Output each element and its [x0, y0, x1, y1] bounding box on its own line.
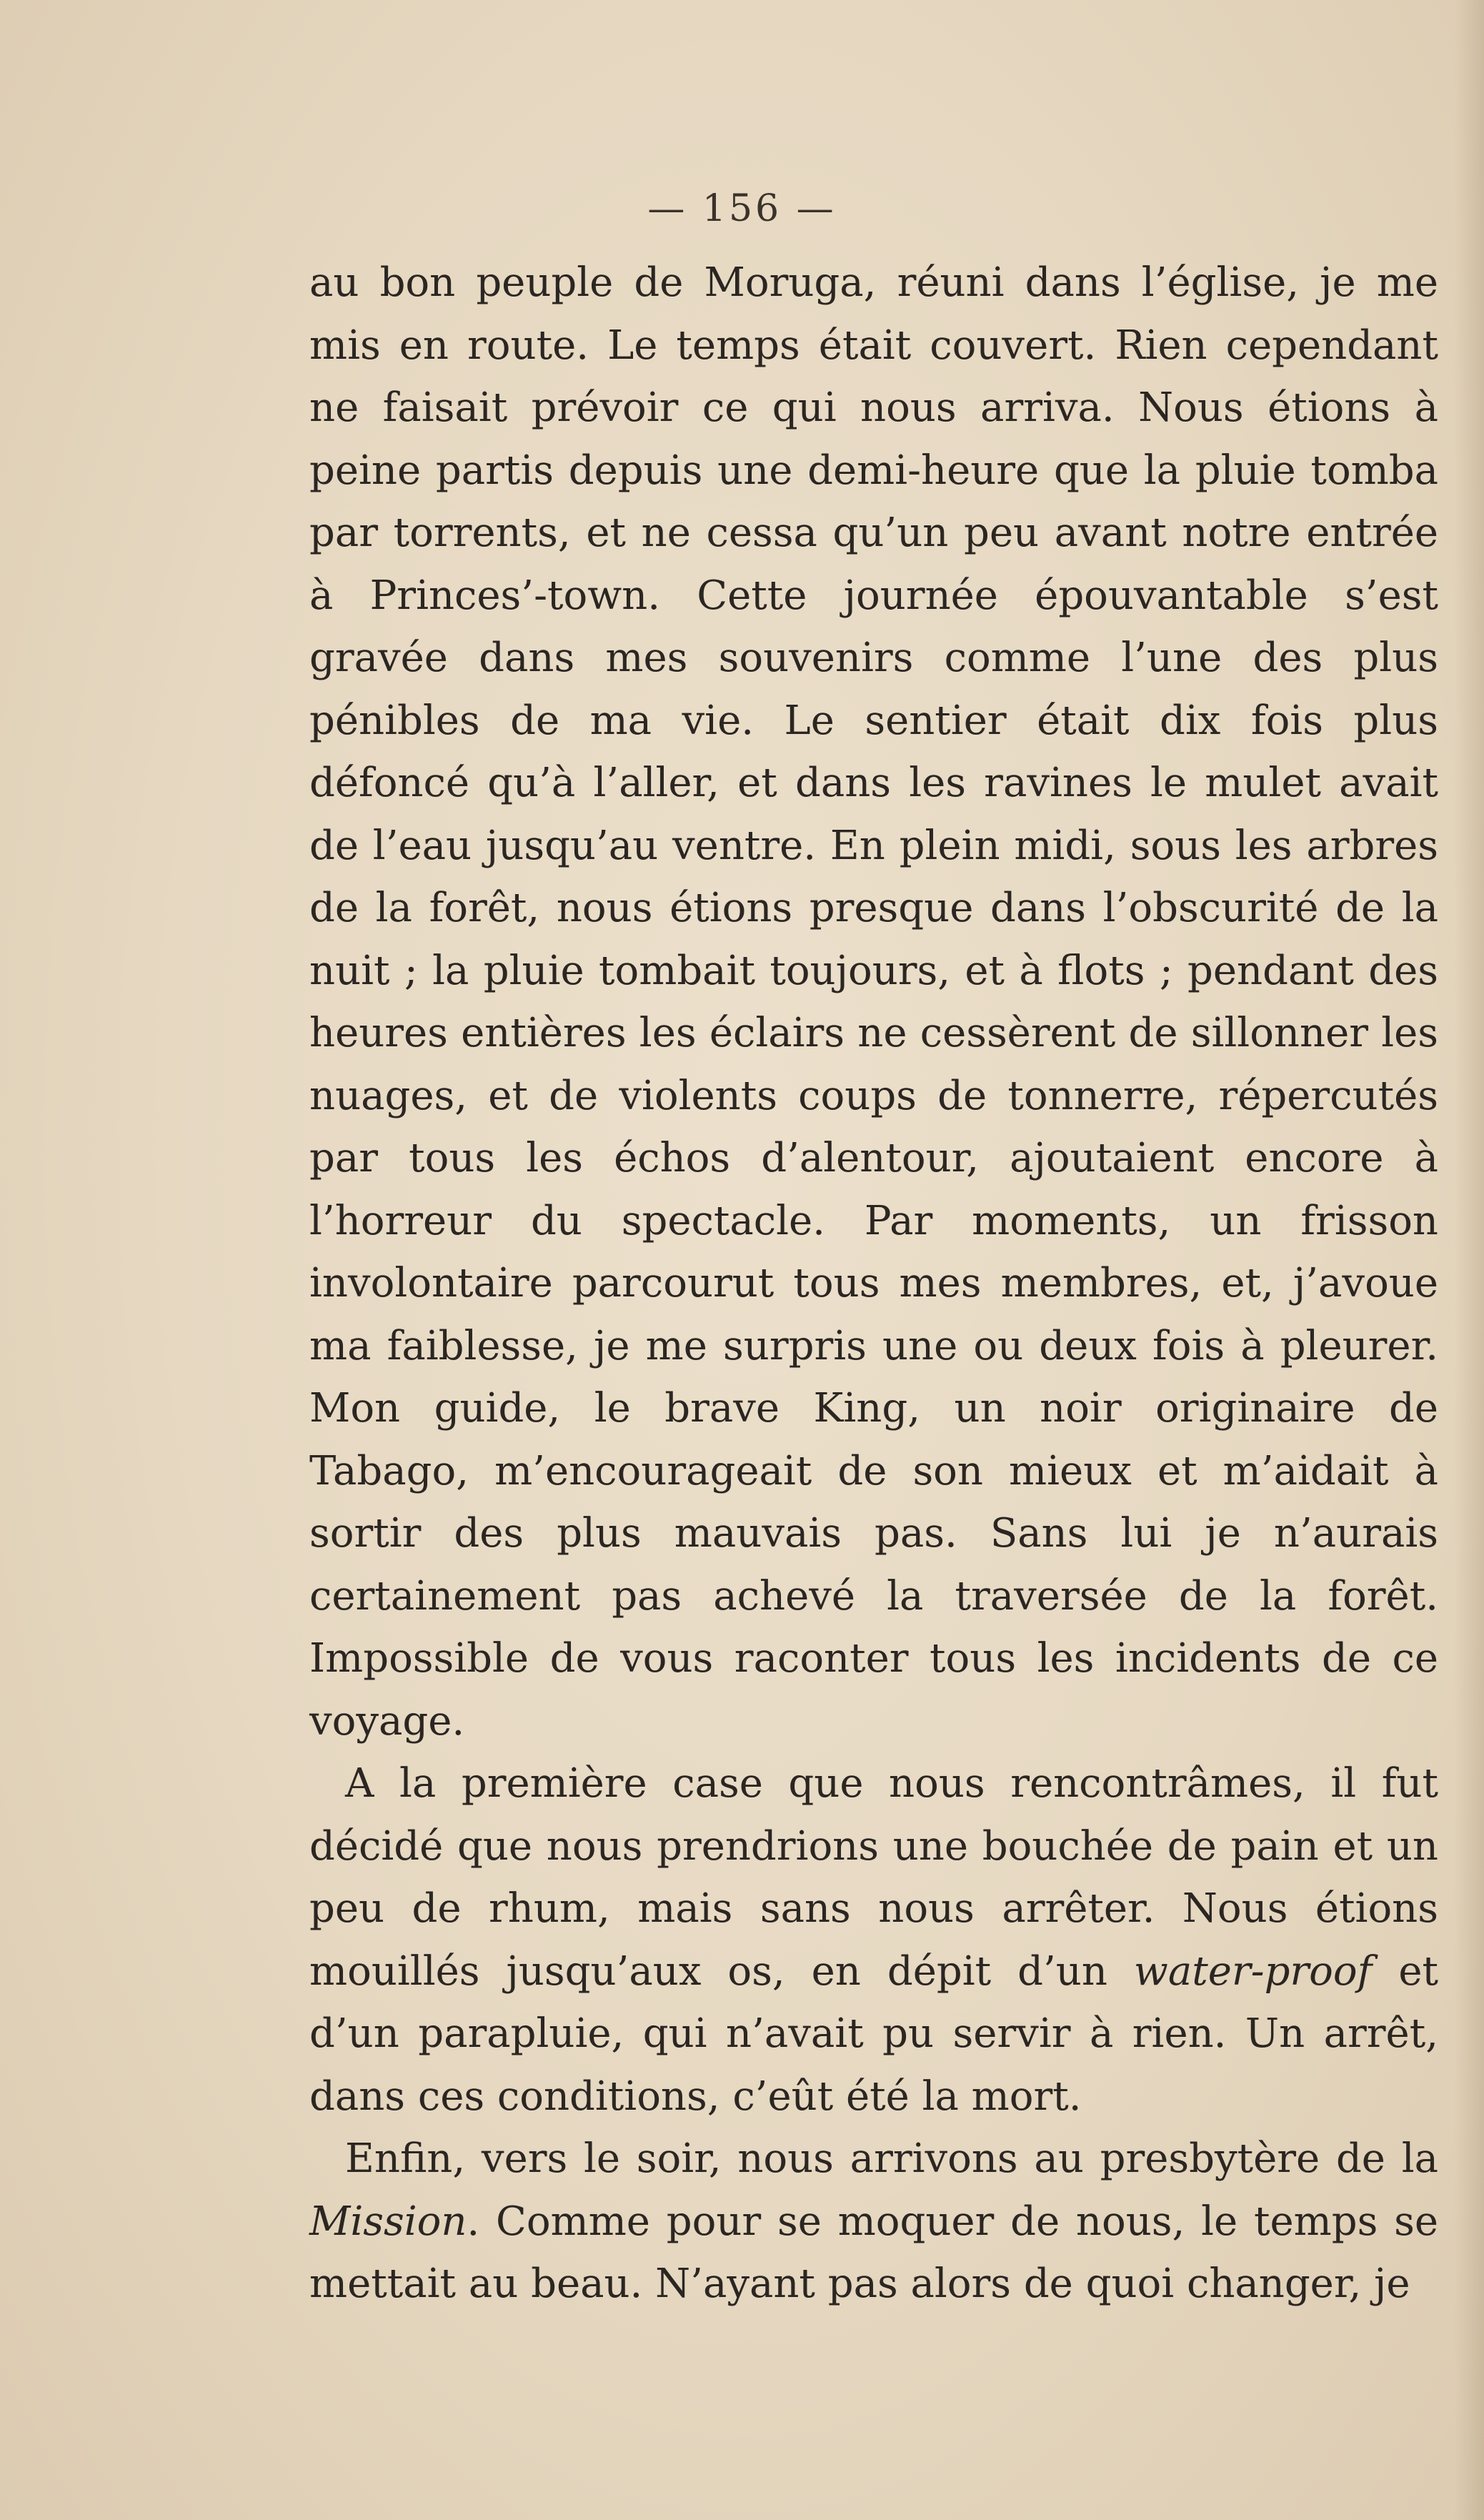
paragraph-2-text-end: et d’un parapluie, qui n’avait pu servir à rien. Un arrêt, dans ces conditions, c’eût été la mort.	[309, 1948, 1438, 2120]
paragraph-2	[309, 1752, 1438, 2128]
paragraph-3-text-start: Enfin, vers le soir, nous arrivons au presbytère de la	[345, 2135, 1438, 2182]
body-text	[309, 252, 1438, 2316]
page-number: — 156 —	[647, 187, 837, 230]
page-edge-shadow	[1454, 0, 1484, 2520]
paragraph-3-italic-term: Mission	[309, 2198, 467, 2245]
paragraph-2-text-start: A la première case que nous rencontrâmes, il fut décidé que nous prendrions une bouchée de pain et un peu de rhum, mais sans nous arrêter. Nous étions mouillés jusqu’aux os, en dépit d’un	[309, 1760, 1438, 1995]
paragraph-1: au bon peuple de Moruga, réuni dans l’église, je me mis en route. Le temps était couvert. Rien cependant ne faisait prévoir ce qui nous arriva. Nous étions à peine partis depuis une demi-heure que la pluie tomba par torrents, et ne cessa qu’un peu avant notre entrée à Princes’-town. Cette journée épouvantable s’est gravée dans mes souvenirs comme l’une des plus pénibles de ma vie. Le sentier était dix fois plus défoncé qu’à l’aller, et dans les ravines le mulet avait de l’eau jusqu’au ventre. En plein midi, sous les arbres de la forêt, nous étions presque dans l’obscurité de la nuit ; la pluie tombait toujours, et à flots ; pendant des heures entières les éclairs ne cessèrent de sillonner les nuages, et de violents coups de tonnerre, répercutés par tous les échos d’alentour, ajoutaient encore à l’horreur du spectacle. Par moments, un frisson involontaire parcourut tous mes membres, et, j’avoue ma faiblesse, je me surpris une ou deux fois à pleurer. Mon guide, le brave King, un noir originaire de Tabago, m’encourageait de son mieux et m’aidait à sortir des plus mauvais pas. Sans lui je n’aurais certainement pas achevé la traversée de la forêt. Impossible de vous raconter tous les incidents de ce voyage.	[309, 259, 1438, 1745]
paragraph-3	[309, 2128, 1438, 2316]
paragraph-3-text-end: . Comme pour se moquer de nous, le temps se mettait au beau. N’ayant pas alors de quoi changer, je	[309, 2198, 1438, 2307]
paragraph-2-italic-term: water-proof	[1133, 1948, 1373, 1995]
